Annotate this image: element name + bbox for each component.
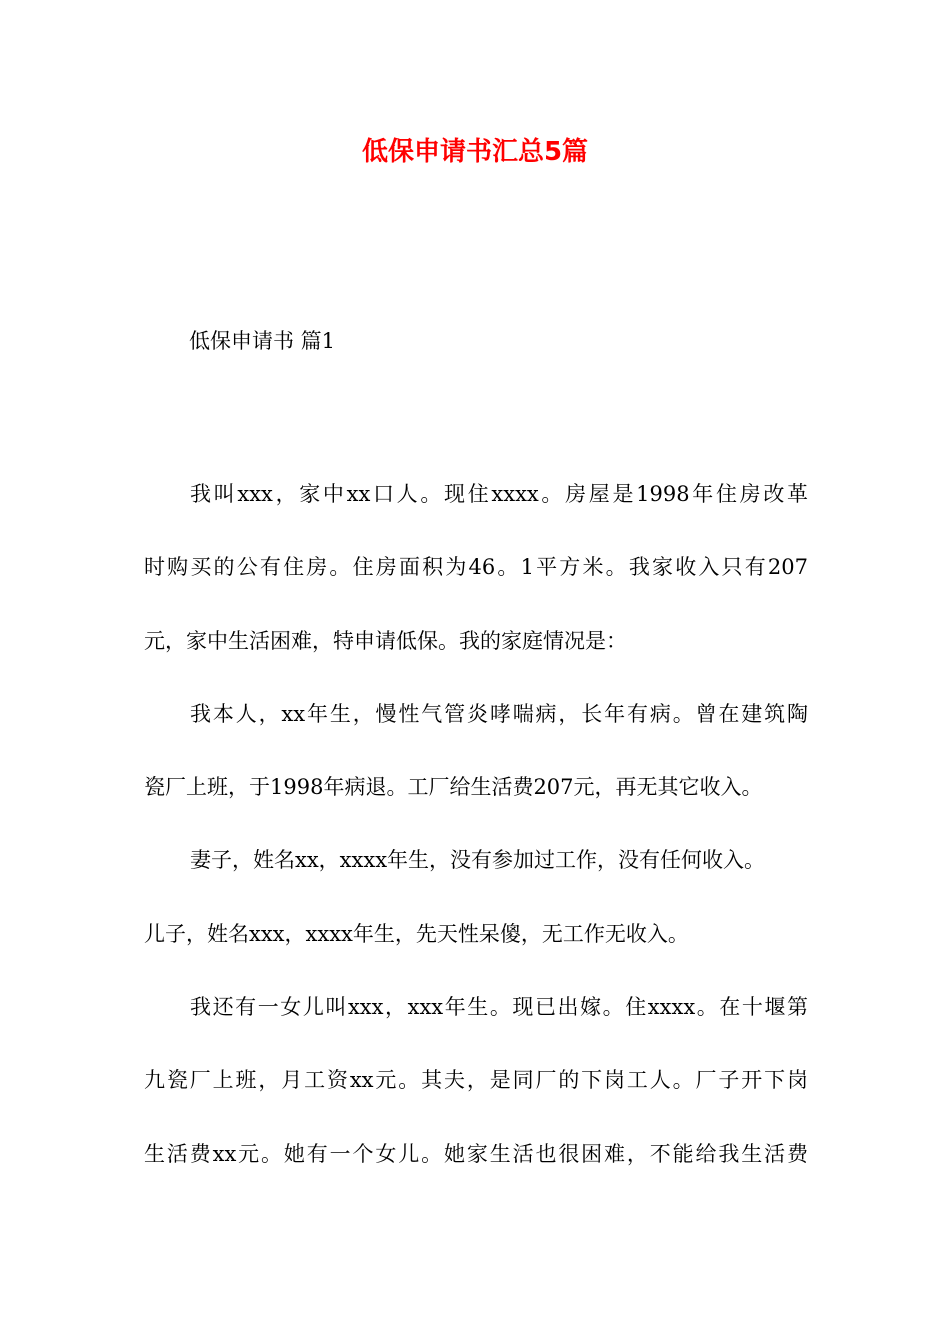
document-title: 低保申请书汇总5篇 xyxy=(361,137,589,167)
paragraph-line: 元，家中生活困难，特申请低保。我的家庭情况是： xyxy=(144,628,627,653)
paragraph-line: 瓷厂上班，于1998年病退。工厂给生活费207元，再无其它收入。 xyxy=(144,775,763,800)
paragraph-line: 儿子，姓名xxx，xxxx年生，先天性呆傻，无工作无收入。 xyxy=(144,921,689,946)
paragraph-line: 我叫xxx，家中xx口人。现住xxxx。房屋是1998年住房改革 xyxy=(190,482,808,506)
paragraph-line: 妻子，姓名xx，xxxx年生，没有参加过工作，没有任何收入。 xyxy=(190,848,766,873)
paragraph-line: 九瓷厂上班，月工资xx元。其夫，是同厂的下岗工人。厂子开下岗 xyxy=(144,1068,808,1093)
body-text xyxy=(144,474,808,1207)
paragraph-line: 我本人，xx年生，慢性气管炎哮喘病，长年有病。曾在建筑陶 xyxy=(190,701,808,726)
paragraph-line: 我还有一女儿叫xxx，xxx年生。现已出嫁。住xxxx。在十堰第 xyxy=(190,995,808,1020)
section-heading: 低保申请书 篇1 xyxy=(189,329,336,353)
paragraph-line: 时购买的公有住房。住房面积为46。1平方米。我家收入只有207 xyxy=(144,555,808,580)
paragraph-line: 生活费xx元。她有一个女儿。她家生活也很困难，不能给我生活费 xyxy=(144,1141,808,1166)
